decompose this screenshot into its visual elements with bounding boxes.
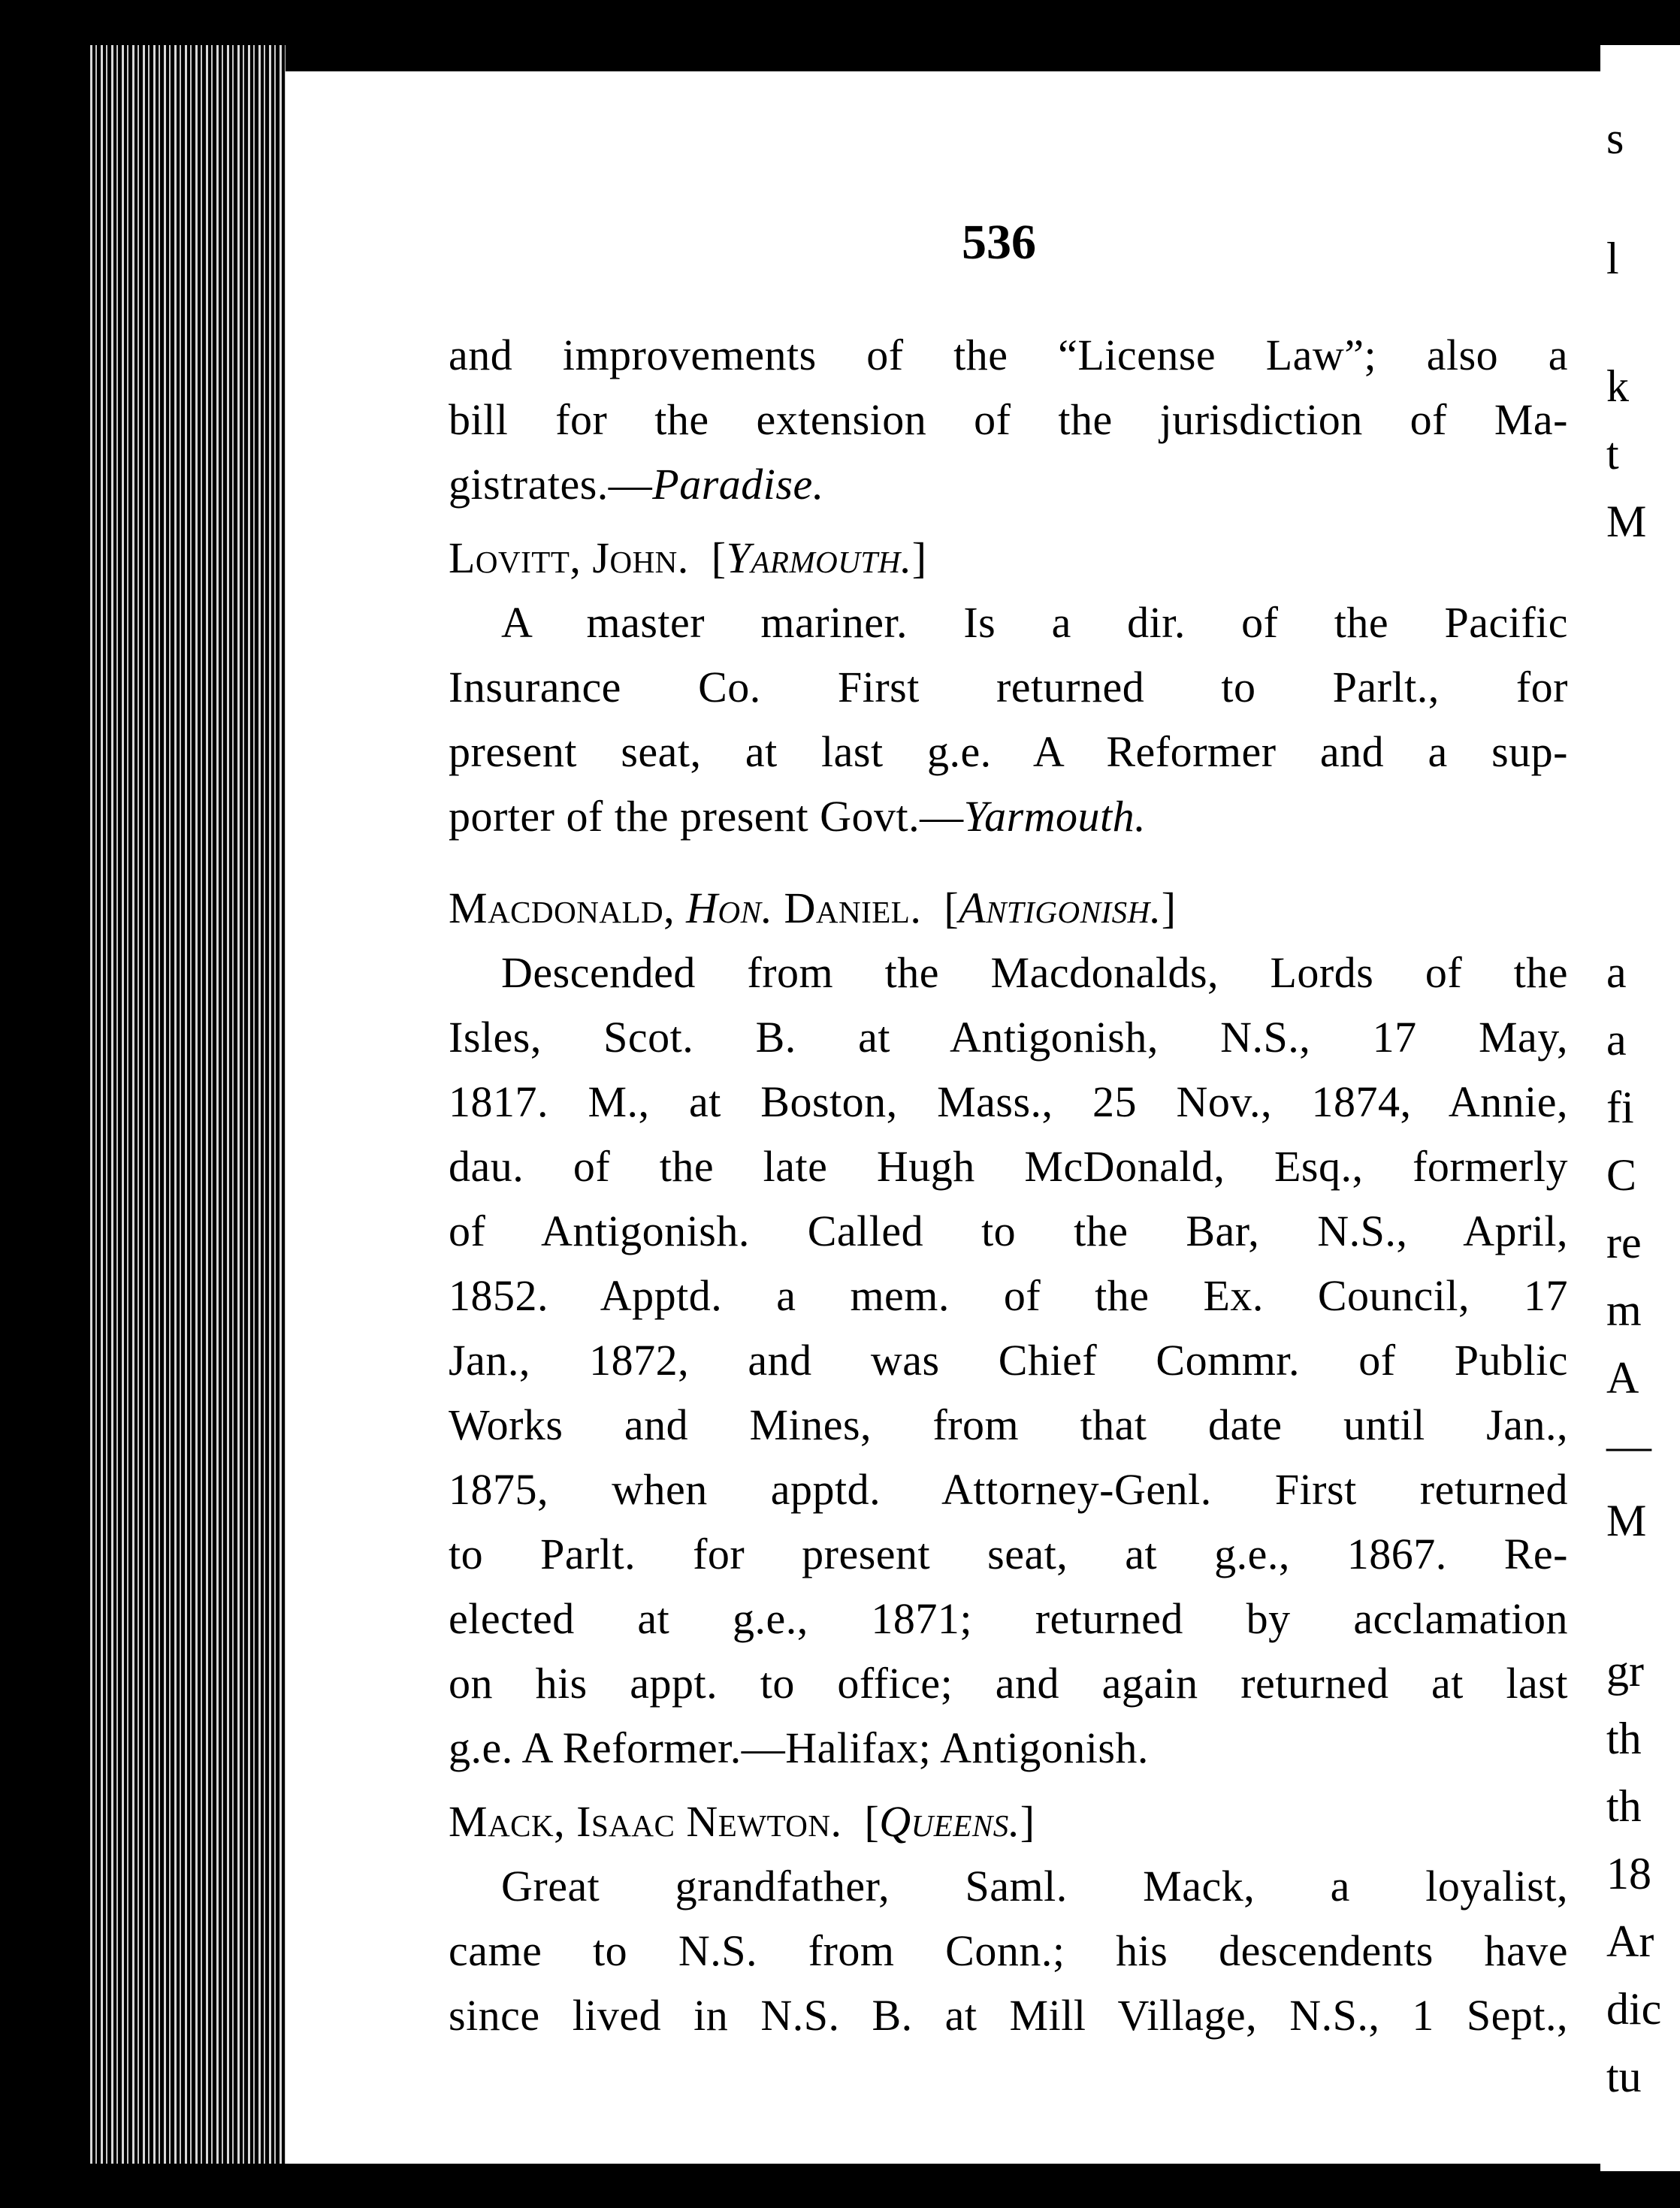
fragment-text: 18 [1606, 1849, 1651, 1898]
text-line: Jan., 1872, and was Chief Commr. of Public [449, 1336, 1568, 1385]
text-line: A master mariner. Is a dir. of the Pacific [501, 598, 1568, 647]
text-line: Great grandfather, Saml. Mack, a loyalist, [501, 1862, 1568, 1910]
member-name: Daniel. [784, 884, 922, 932]
text-line: on his appt. to office; and again returned at last [449, 1659, 1568, 1708]
fragment-text: k [1606, 361, 1629, 411]
text-line: to Parlt. for present seat, at g.e., 1867. Re- [449, 1530, 1568, 1578]
riding-name: Yarmouth. [726, 533, 912, 582]
text-line: Insurance Co. First returned to Parlt., for [449, 663, 1568, 711]
fragment-text: — [1606, 1421, 1651, 1470]
place-name: Yarmouth. [963, 792, 1147, 841]
fragment-text: a [1606, 1015, 1627, 1065]
text-line: g.e. A Reformer.—Halifax; Antigonish. [449, 1723, 1149, 1772]
line-text: porter of the present Govt.— [449, 792, 964, 841]
riding-name: Antigonish. [959, 884, 1162, 932]
text-line: dau. of the late Hugh McDonald, Esq., formerly [449, 1142, 1568, 1191]
member-name: Lovitt, John. [449, 533, 689, 582]
member-name: Macdonald, [449, 884, 675, 932]
text-line: 1817. M., at Boston, Mass., 25 Nov., 1874, Annie, [449, 1077, 1568, 1126]
line-text: gistrates.— [449, 460, 653, 509]
bracket: [ [864, 1797, 880, 1846]
text-line: and improvements of the “License Law”; also a [449, 331, 1568, 379]
fragment-text: t [1606, 429, 1619, 479]
page-text [449, 323, 1568, 2048]
entry-heading-lovitt [449, 526, 1568, 591]
adjacent-page-fragment [1600, 45, 1680, 2171]
fragment-text: Ar [1606, 1917, 1654, 1966]
fragment-text: tu [1606, 2052, 1642, 2101]
fragment-text: re [1606, 1218, 1642, 1267]
riding-name: Queens. [879, 1797, 1020, 1846]
fragment-text: M [1606, 497, 1647, 546]
bracket: [ [711, 533, 727, 582]
bracket: ] [1020, 1797, 1035, 1846]
text-line [449, 784, 1568, 849]
fragment-text: fi [1606, 1083, 1634, 1132]
entry-heading-macdonald [449, 876, 1568, 941]
text-line [449, 452, 1568, 517]
text-line: 1875, when apptd. Attorney-Genl. First returned [449, 1465, 1568, 1514]
page-number: 536 [962, 215, 1036, 270]
text-line: present seat, at last g.e. A Reformer and a sup- [449, 727, 1568, 776]
fragment-text: th [1606, 1781, 1642, 1831]
text-line: 1852. Apptd. a mem. of the Ex. Council, 17 [449, 1271, 1568, 1320]
text-line: of Antigonish. Called to the Bar, N.S., April, [449, 1207, 1568, 1255]
spacer [449, 849, 1568, 867]
fragment-text: C [1606, 1150, 1637, 1200]
bracket: ] [911, 533, 927, 582]
book-page-edges [90, 45, 286, 2164]
fragment-text: a [1606, 947, 1627, 997]
entry-heading-mack [449, 1790, 1568, 1854]
text-line: elected at g.e., 1871; returned by acclamation [449, 1594, 1568, 1643]
fragment-text: th [1606, 1714, 1642, 1763]
fragment-text: A [1606, 1353, 1639, 1403]
fragment-text: s [1606, 113, 1624, 163]
text-line: Descended from the Macdonalds, Lords of the [501, 948, 1568, 997]
fragment-text: M [1606, 1496, 1647, 1545]
text-line: Isles, Scot. B. at Antigonish, N.S., 17 May, [449, 1013, 1568, 1062]
text-line: Works and Mines, from that date until Jan., [449, 1400, 1568, 1449]
fragment-text: gr [1606, 1646, 1644, 1696]
bracket: [ [944, 884, 959, 932]
fragment-text: m [1606, 1285, 1642, 1335]
fragment-text: dic [1606, 1984, 1662, 2034]
place-name: Paradise. [652, 460, 824, 509]
bracket: ] [1161, 884, 1177, 932]
member-name: Mack, Isaac Newton. [449, 1797, 842, 1846]
text-line: bill for the extension of the jurisdiction of Ma- [449, 395, 1568, 444]
fragment-text: l [1606, 234, 1619, 283]
text-line: since lived in N.S. B. at Mill Village, N.S., 1 Sept., [449, 1991, 1568, 2040]
honorific: Hon. [686, 884, 773, 932]
text-line: came to N.S. from Conn.; his descendents have [449, 1926, 1568, 1975]
